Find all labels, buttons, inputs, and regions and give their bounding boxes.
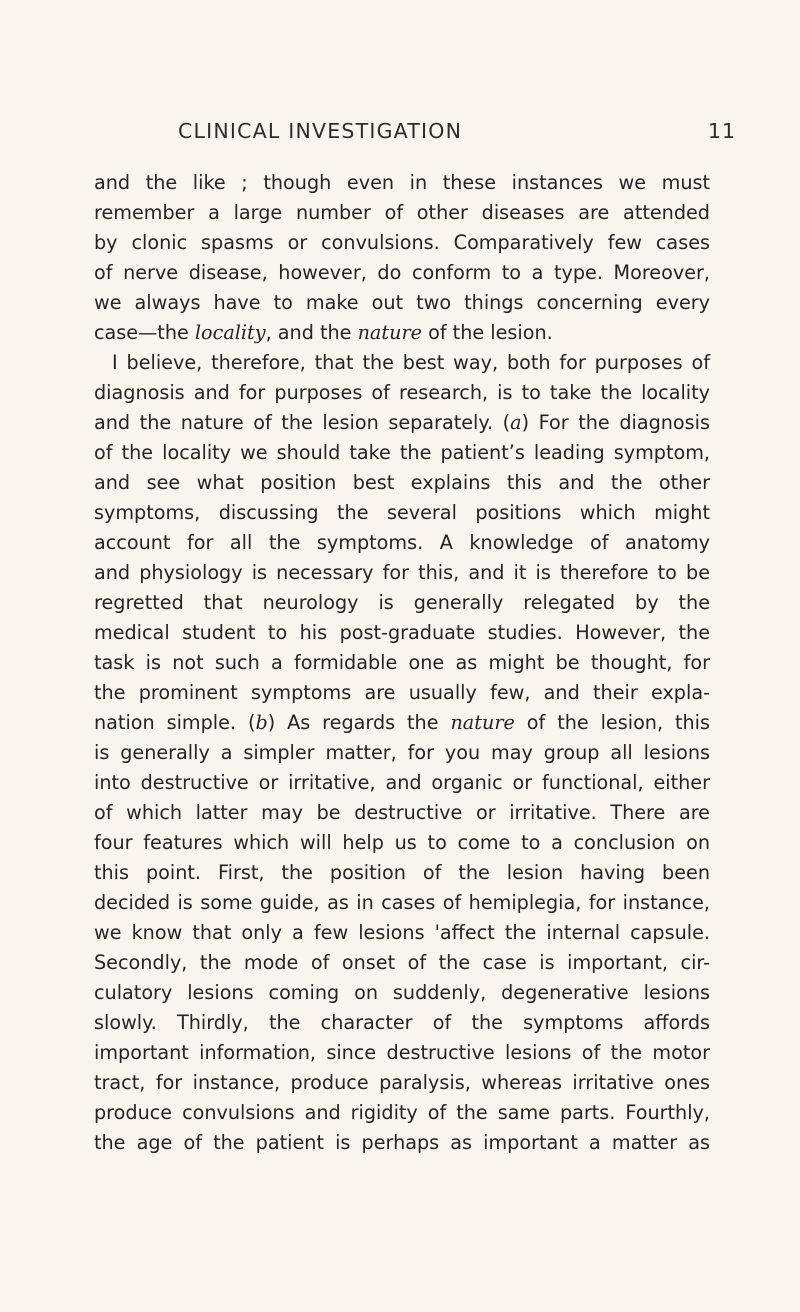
text-line <box>94 378 710 408</box>
text-line <box>94 198 710 228</box>
text-segment: task is not such a formidable one as might be thought, for <box>94 651 710 674</box>
text-line <box>94 888 710 918</box>
text-segment: the age of the patient is perhaps as important a matter as <box>94 1131 710 1154</box>
text-segment: remember a large number of other diseases are attended <box>94 201 710 224</box>
text-line <box>94 1008 710 1038</box>
text-line <box>94 348 710 378</box>
text-segment: ) For the diagnosis <box>521 411 710 434</box>
text-line <box>94 498 710 528</box>
text-line <box>94 558 710 588</box>
text-segment: decided is some guide, as in cases of hemiplegia, for instance, <box>94 891 710 914</box>
italic-text: a <box>510 411 522 434</box>
text-line <box>94 1098 710 1128</box>
italic-text: nature <box>450 711 515 734</box>
text-segment: slowly. Thirdly, the character of the symptoms affords <box>94 1011 710 1034</box>
body-text <box>94 168 710 1158</box>
text-line <box>94 1128 710 1158</box>
text-segment: medical student to his post-graduate studies. However, the <box>94 621 710 644</box>
text-segment: of which latter may be destructive or irritative. There are <box>94 801 710 824</box>
text-segment: case—the <box>94 321 195 344</box>
text-line <box>94 948 710 978</box>
text-segment: symptoms, discussing the several positions which might <box>94 501 710 524</box>
text-segment: of the lesion, this <box>514 711 710 734</box>
text-line <box>94 468 710 498</box>
text-line <box>94 1038 710 1068</box>
text-segment: tract, for instance, produce paralysis, whereas irritative ones <box>94 1071 710 1094</box>
text-segment: and see what position best explains this and the other <box>94 471 710 494</box>
text-line <box>94 618 710 648</box>
text-line <box>94 768 710 798</box>
italic-text: nature <box>357 321 422 344</box>
text-line <box>94 858 710 888</box>
text-line <box>94 408 710 438</box>
text-segment: four features which will help us to come to a conclusion on <box>94 831 710 854</box>
text-line <box>94 228 710 258</box>
text-segment: we always have to make out two things concerning every <box>94 291 710 314</box>
text-segment: and physiology is necessary for this, and it is therefore to be <box>94 561 710 584</box>
text-segment: is generally a simpler matter, for you may group all lesions <box>94 741 710 764</box>
text-segment: of the locality we should take the patient’s leading symptom, <box>94 441 710 464</box>
text-line <box>94 828 710 858</box>
text-segment: culatory lesions coming on suddenly, degenerative lesions <box>94 981 710 1004</box>
text-segment: the prominent symptoms are usually few, and their expla- <box>94 681 710 704</box>
text-segment: I believe, therefore, that the best way, both for purposes of <box>112 351 710 374</box>
text-line <box>94 1068 710 1098</box>
text-segment: into destructive or irritative, and organic or functional, either <box>94 771 710 794</box>
text-segment: ) As regards the <box>267 711 451 734</box>
text-line <box>94 258 710 288</box>
page-number: 11 <box>708 119 737 143</box>
text-segment: nation simple. ( <box>94 711 256 734</box>
text-segment: account for all the symptoms. A knowledge of anatomy <box>94 531 710 554</box>
text-segment: this point. First, the position of the lesion having been <box>94 861 710 884</box>
text-segment: of the lesion. <box>421 321 553 344</box>
text-segment: and the like ; though even in these instances we must <box>94 171 710 194</box>
text-line <box>94 318 710 348</box>
running-head <box>178 119 778 147</box>
text-segment: and the nature of the lesion separately. ( <box>94 411 511 434</box>
text-line <box>94 528 710 558</box>
text-segment: we know that only a few lesions 'affect the internal capsule. <box>94 921 710 944</box>
text-segment: regretted that neurology is generally relegated by the <box>94 591 710 614</box>
text-line <box>94 678 710 708</box>
text-line <box>94 708 710 738</box>
text-segment: diagnosis and for purposes of research, is to take the locality <box>94 381 710 404</box>
text-segment: important information, since destructive lesions of the motor <box>94 1041 710 1064</box>
text-line <box>94 978 710 1008</box>
text-line <box>94 648 710 678</box>
text-segment: , and the <box>265 321 358 344</box>
text-segment: produce convulsions and rigidity of the same parts. Fourthly, <box>94 1101 710 1124</box>
italic-text: locality <box>194 321 266 344</box>
text-segment: Secondly, the mode of onset of the case is important, cir- <box>94 951 710 974</box>
text-line <box>94 588 710 618</box>
running-title: CLINICAL INVESTIGATION <box>178 119 463 143</box>
text-line <box>94 918 710 948</box>
text-line <box>94 438 710 468</box>
italic-text: b <box>255 711 268 734</box>
text-line <box>94 288 710 318</box>
text-line <box>94 168 710 198</box>
text-segment: of nerve disease, however, do conform to a type. Moreover, <box>94 261 710 284</box>
text-line <box>94 798 710 828</box>
text-line <box>94 738 710 768</box>
text-segment: by clonic spasms or convulsions. Comparatively few cases <box>94 231 710 254</box>
